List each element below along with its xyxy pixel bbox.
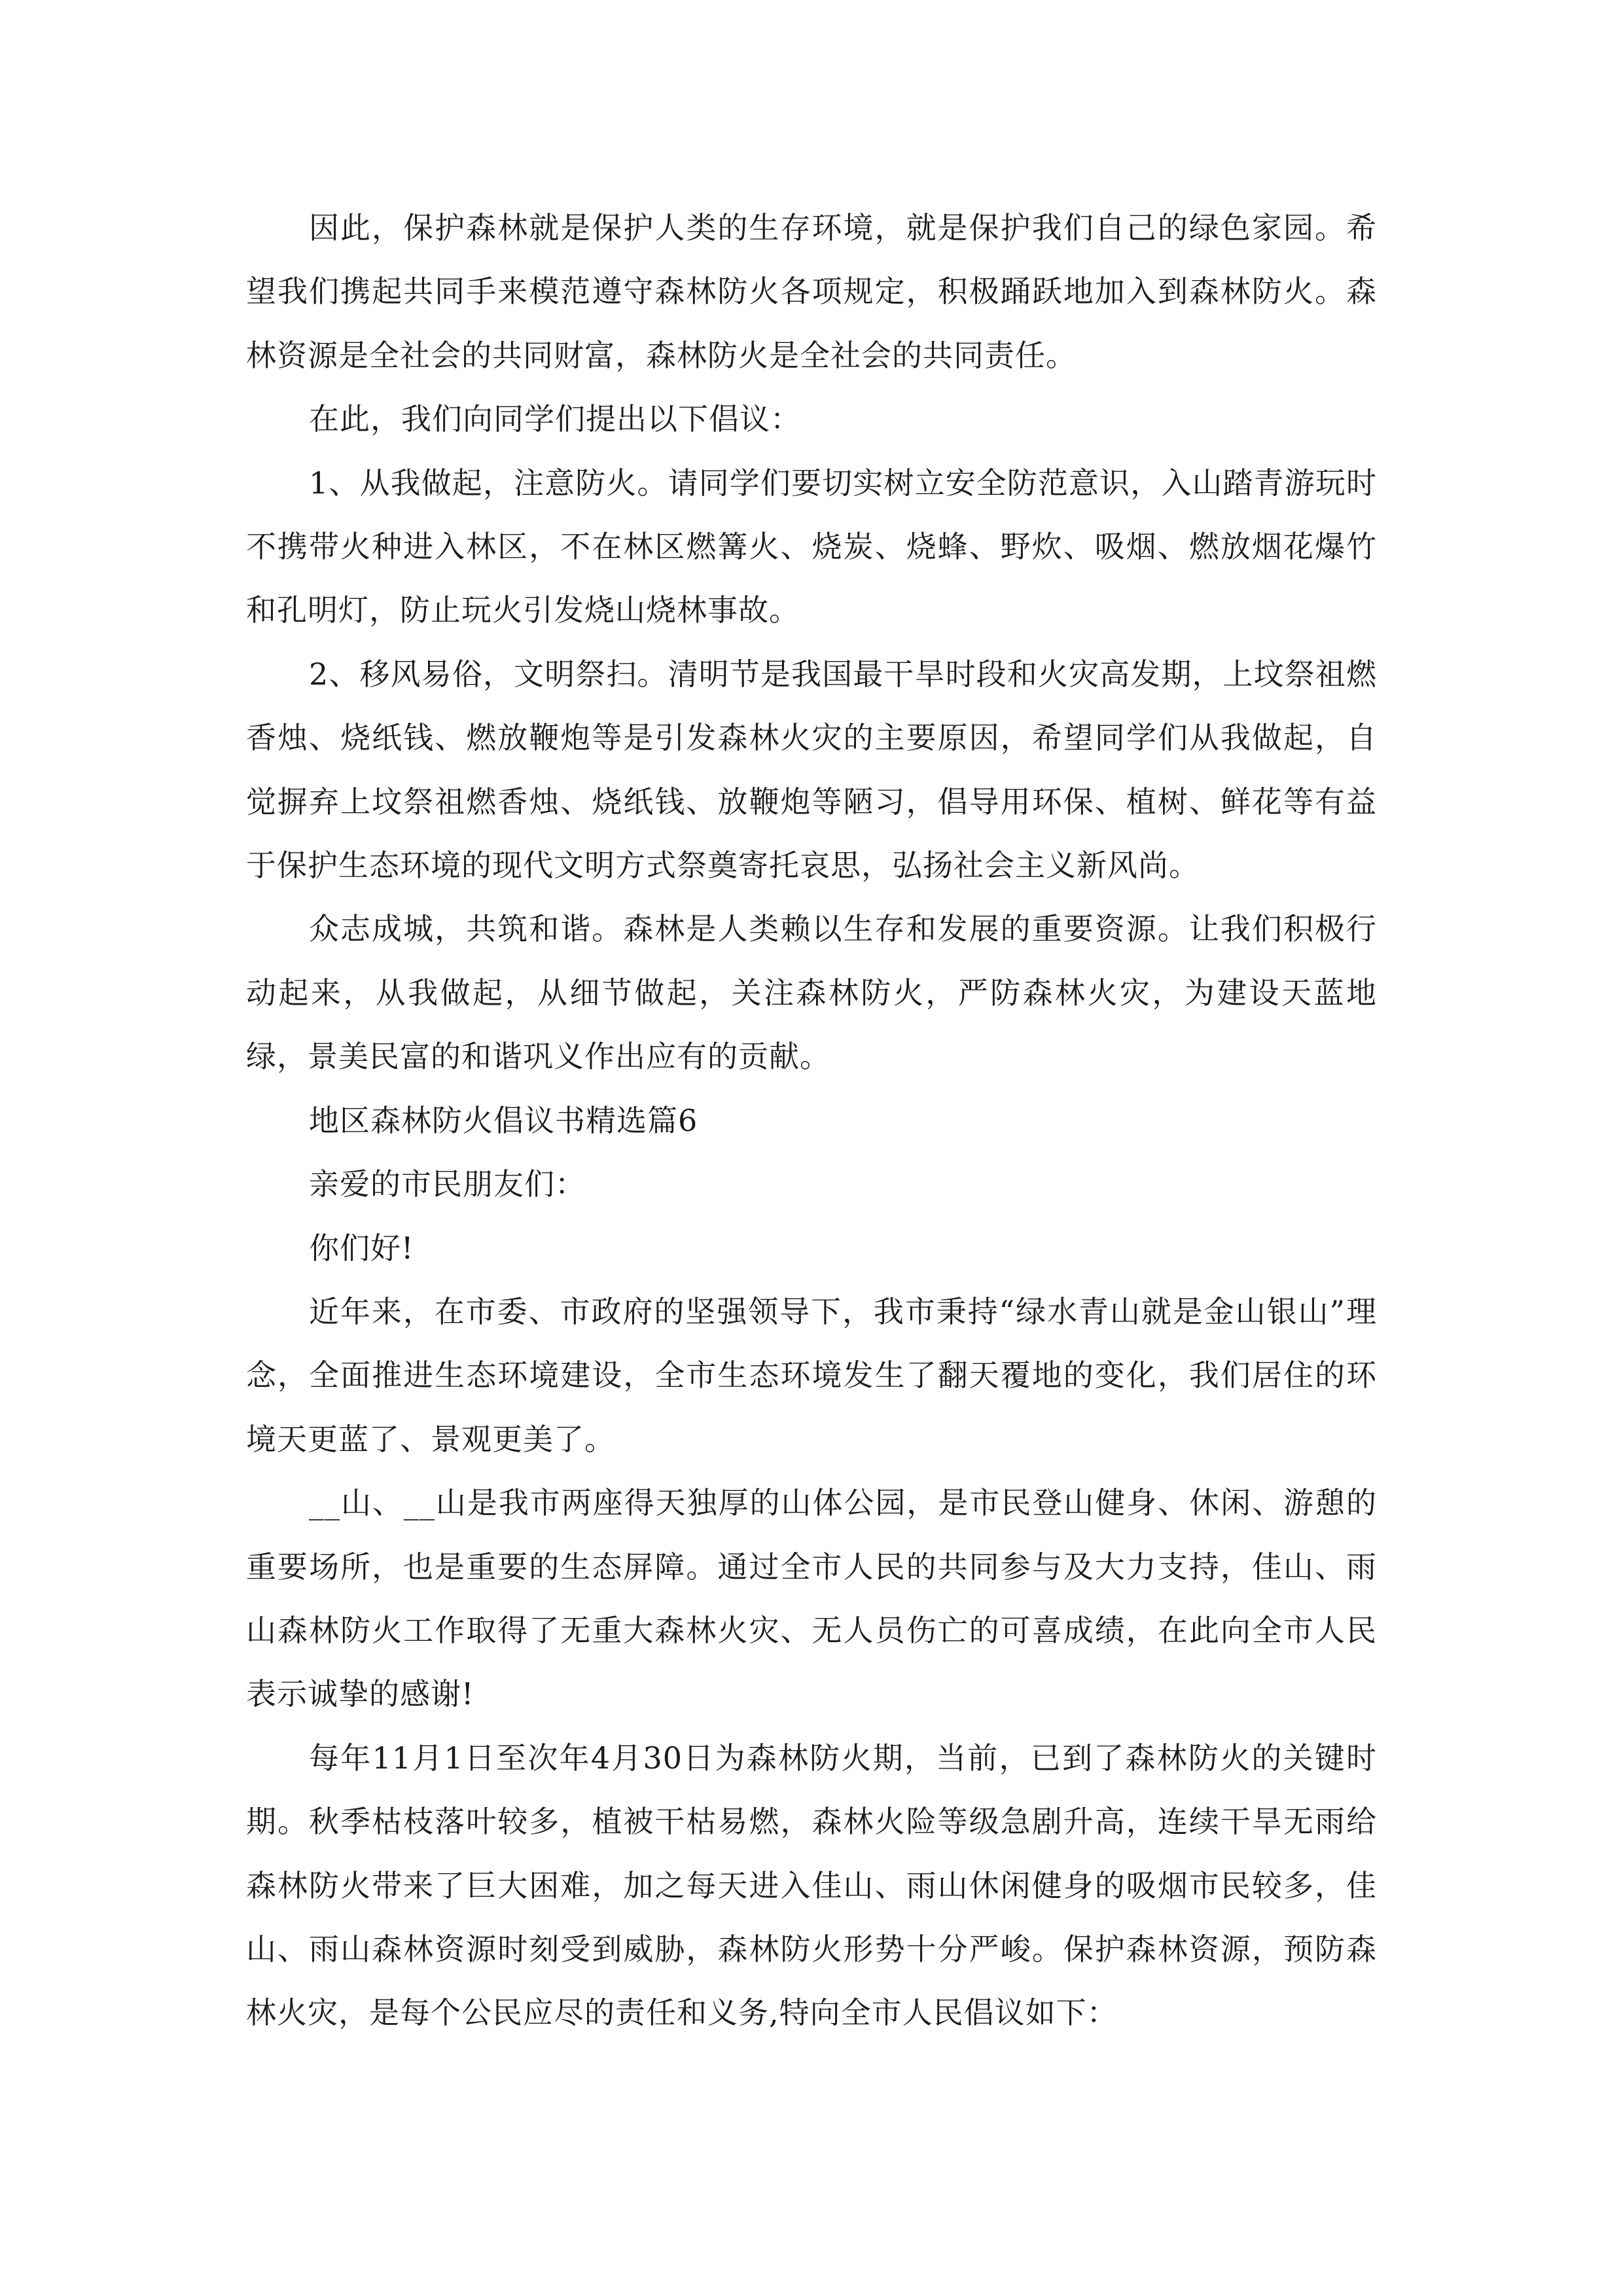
paragraph-recent-years: 近年来，在市委、市政府的坚强领导下，我市秉持“绿水青山就是金山银山”理念，全面推进生态环境建设，全市生态环境发生了翻天覆地的变化，我们居住的环境天更蓝了、景观更美了。 xyxy=(246,1293,1377,1457)
paragraph-item-2: 2、移风易俗，文明祭扫。清明节是我国最干旱时段和火灾高发期，上坟祭祖燃香烛、烧纸钱、燃放鞭炮等是引发森林火灾的主要原因，希望同学们从我做起，自觉摒弃上坟祭祖燃香烛、烧纸钱、放鞭炮等陋习，倡导用环保、植树、鲜花等有益于保护生态环境的现代文明方式祭奠寄托哀思，弘扬社会主义新风尚。 xyxy=(246,656,1377,884)
paragraph-protect-forest: 因此，保护森林就是保护人类的生存环境，就是保护我们自己的绿色家园。希望我们携起共同手来模范遵守森林防火各项规定，积极踊跃地加入到森林防火。森林资源是全社会的共同财富，森林防火是全社会的共同责任。 xyxy=(246,210,1377,373)
paragraph-item-1: 1、从我做起，注意防火。请同学们要切实树立安全防范意识，入山踏青游玩时不携带火种进入林区，不在林区燃篝火、烧炭、烧蜂、野炊、吸烟、燃放烟花爆竹和孔明灯，防止玩火引发烧山烧林事故。 xyxy=(246,465,1377,628)
greeting: 你们好! xyxy=(309,1230,414,1266)
document-body xyxy=(246,196,1377,2045)
paragraph-proposal-intro: 在此，我们向同学们提出以下倡议： xyxy=(309,401,801,437)
section-title: 地区森林防火倡议书精选篇6 xyxy=(309,1102,698,1138)
paragraph-mountain-parks: __山、__山是我市两座得天独厚的山体公园，是市民登山健身、休闲、游憩的重要场所，也是重要的生态屏障。通过全市人民的共同参与及大力支持，佳山、雨山森林防火工作取得了无重大森林火灾、无人员伤亡的可喜成绩，在此向全市人民表示诚挚的感谢! xyxy=(246,1485,1377,1712)
salutation: 亲爱的市民朋友们： xyxy=(309,1166,586,1202)
paragraph-conclusion: 众志成城，共筑和谐。森林是人类赖以生存和发展的重要资源。让我们积极行动起来，从我做起，从细节做起，关注森林防火，严防森林火灾，为建设天蓝地绿，景美民富的和谐巩义作出应有的贡献。 xyxy=(246,911,1377,1075)
paragraph-fire-season: 每年11月1日至次年4月30日为森林防火期，当前，已到了森林防火的关键时期。秋季枯枝落叶较多，植被干枯易燃，森林火险等级急剧升高，连续干旱无雨给森林防火带来了巨大困难，加之每天进入佳山、雨山休闲健身的吸烟市民较多，佳山、雨山森林资源时刻受到威胁，森林防火形势十分严峻。保护森林资源，预防森林火灾，是每个公民应尽的责任和义务,特向全市人民倡议如下： xyxy=(246,1740,1377,2031)
